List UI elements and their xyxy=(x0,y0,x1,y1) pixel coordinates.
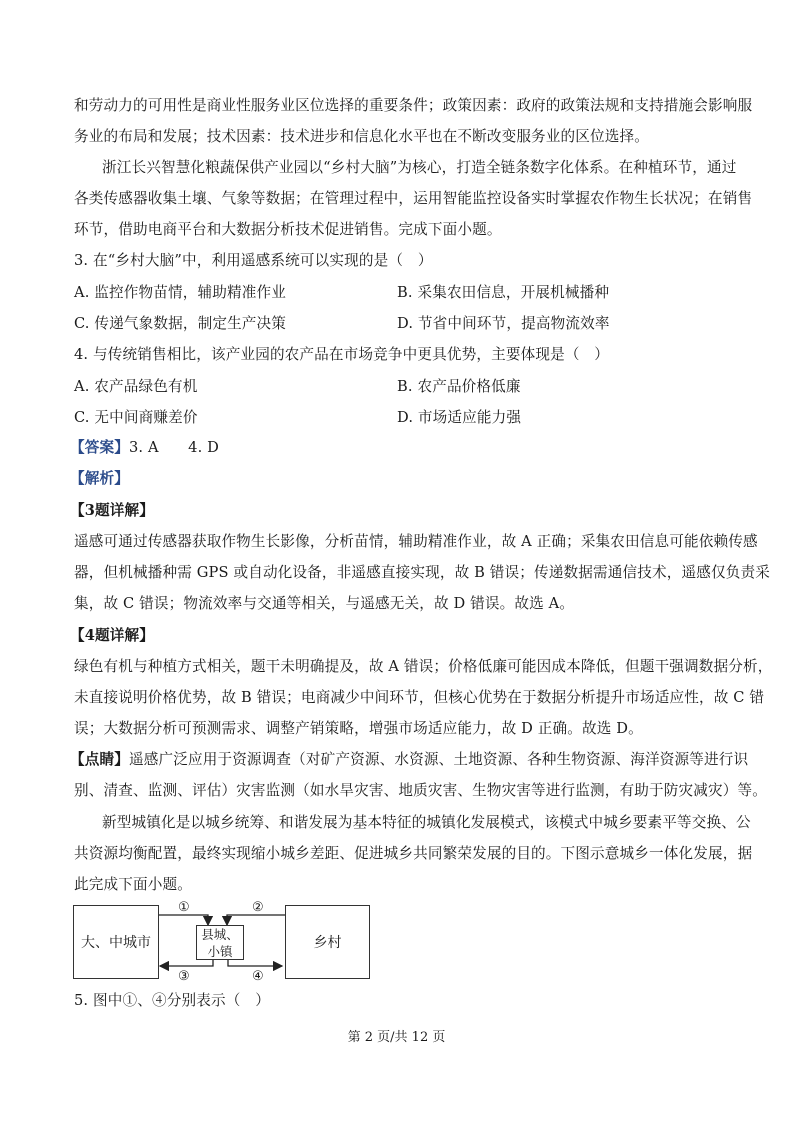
answer-text: 3. A 4. D xyxy=(128,439,220,456)
question-5-stem: 5. 图中①、④分别表示（ ） xyxy=(74,992,270,1009)
q3-detail-tag: 【3题详解】 xyxy=(70,502,155,519)
question-4-option-a: A. 农产品绿色有机 xyxy=(74,378,198,395)
paragraph-line: 务业的布局和发展；技术因素：技术进步和信息化水平也在不断改变服务业的区位选择。 xyxy=(74,128,650,145)
paragraph-line: 浙江长兴智慧化粮蔬保供产业园以“乡村大脑”为核心，打造全链条数字化体系。在种植环节，通过 xyxy=(102,159,737,176)
q3-detail-line: 集，故 C 错误；物流效率与交通等相关，与遥感无关，故 D 错误。故选 A。 xyxy=(74,595,575,612)
county-town-box xyxy=(196,925,244,960)
paragraph-line: 共资源均衡配置，最终实现缩小城乡差距、促进城乡共同繁荣发展的目的。下图示意城乡一体化发展，据 xyxy=(74,845,753,862)
question-3-option-a: A. 监控作物苗情，辅助精准作业 xyxy=(74,284,286,301)
big-city-box xyxy=(73,905,159,979)
question-4-stem: 4. 与传统销售相比，该产业园的农产品在市场竞争中更具优势，主要体现是（ ） xyxy=(74,346,610,363)
arrow-1 xyxy=(157,915,208,925)
q4-detail-line: 误；大数据分析可预测需求、调整产销策略，增强市场适应能力，故 D 正确。故选 D。 xyxy=(74,720,643,737)
question-3-stem: 3. 在“乡村大脑”中，利用遥感系统可以实现的是（ ） xyxy=(74,252,433,269)
arrow-2 xyxy=(227,915,285,925)
page-footer: 第 2 页/共 12 页 xyxy=(347,1030,446,1045)
q4-detail-line: 绿色有机与种植方式相关，题干未明确提及，故 A 错误；价格低廉可能因成本降低，但题干强调数据分析， xyxy=(74,658,773,675)
label-1: ① xyxy=(178,900,190,915)
q4-detail-tag: 【4题详解】 xyxy=(70,627,155,644)
big-city-label: 大、中城市 xyxy=(81,935,151,951)
paragraph-line: 环节，借助电商平台和大数据分析技术促进销售。完成下面小题。 xyxy=(74,221,502,238)
q4-detail-line: 未直接说明价格优势，故 B 错误；电商减少中间环节，但核心优势在于数据分析提升市场适应性，故 C 错 xyxy=(74,689,765,706)
analysis-tag: 【解析】 xyxy=(70,470,129,487)
paragraph-line: 新型城镇化是以城乡统筹、和谐发展为基本特征的城镇化发展模式，该模式中城乡要素平等交换、公 xyxy=(102,814,751,831)
paragraph-line: 各类传感器收集土壤、气象等数据；在管理过程中，运用智能监控设备实时掌握农作物生长状况；在销售 xyxy=(74,190,753,207)
answer-tag: 【答案】 xyxy=(70,439,129,456)
q3-detail-line: 器，但机械播种需 GPS 或自动化设备，非遥感直接实现，故 B 错误；传递数据需通信技术，遥感仅负责采 xyxy=(74,564,770,581)
tip-text: 遥感广泛应用于资源调查（对矿产资源、水资源、土地资源、各种生物资源、海洋资源等进行识 xyxy=(128,751,749,768)
question-3-option-b: B. 采集农田信息，开展机械播种 xyxy=(397,284,610,301)
label-3: ③ xyxy=(178,969,190,984)
question-4-option-c: C. 无中间商赚差价 xyxy=(74,409,198,426)
q3-detail-line: 遥感可通过传感器获取作物生长影像，分析苗情，辅助精准作业，故 A 正确；采集农田信息可能依赖传感 xyxy=(74,533,758,550)
label-4: ④ xyxy=(252,969,264,984)
tip-tag: 【点睛】 xyxy=(70,751,129,768)
county-town-label-line2: 小镇 xyxy=(207,943,233,959)
county-town-label-line1: 县城、 xyxy=(201,926,239,942)
question-4-option-b: B. 农产品价格低廉 xyxy=(397,378,521,395)
paragraph-line: 和劳动力的可用性是商业性服务业区位选择的重要条件；政策因素：政府的政策法规和支持措施会影响服 xyxy=(74,97,753,114)
label-2: ② xyxy=(252,900,264,915)
tip-line: 别、清查、监测、评估）灾害监测（如水旱灾害、地质灾害、生物灾害等进行监测，有助于防灾减灾）等。 xyxy=(74,782,767,799)
question-4-option-d: D. 市场适应能力强 xyxy=(397,409,522,426)
paragraph-line: 此完成下面小题。 xyxy=(74,876,192,893)
village-label: 乡村 xyxy=(313,935,342,951)
question-3-option-d: D. 节省中间环节，提高物流效率 xyxy=(397,315,610,332)
village-box xyxy=(285,905,370,979)
question-3-option-c: C. 传递气象数据，制定生产决策 xyxy=(74,315,287,332)
